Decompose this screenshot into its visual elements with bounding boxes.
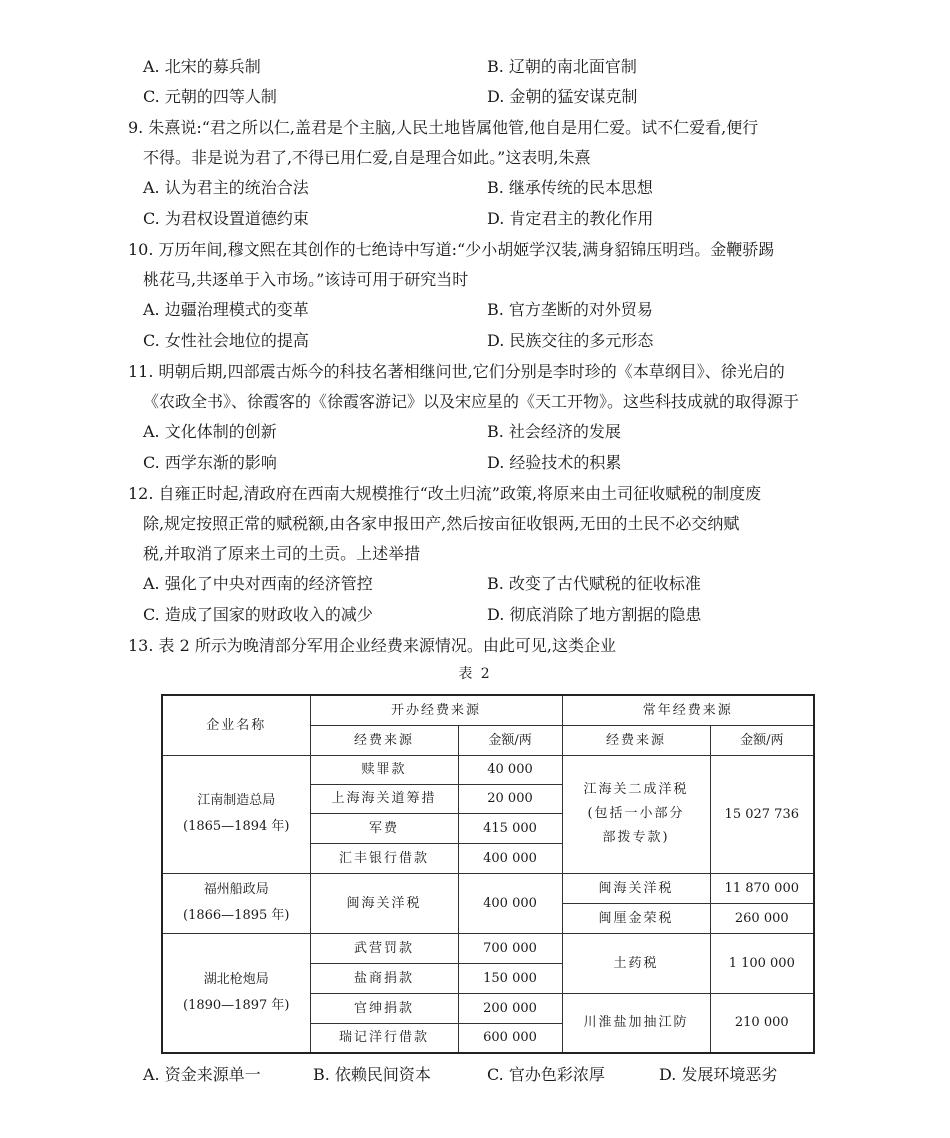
q12-stem-line1: 12. 自雍正时起,清政府在西南大规模推行“改土归流”政策,将原来由土司征收赋税的制度废 bbox=[128, 484, 762, 503]
table-row-source: 汇丰银行借款 bbox=[310, 843, 458, 873]
q11-stem-line2: 《农政全书》、徐霞客的《徐霞客游记》以及宋应星的《天工开物》。这些科技成就的取得源于 bbox=[143, 392, 800, 411]
q12-stem-line2: 除,规定按照正常的赋税额,由各家申报田产,然后按亩征收银两,无田的土民不必交纳赋 bbox=[143, 514, 740, 533]
enterprise-jiangnan-name: 江南制造总局 bbox=[197, 793, 276, 808]
header-annual-amount: 金额/两 bbox=[710, 725, 814, 755]
q11-option-d: D. 经验技术的积累 bbox=[487, 453, 622, 472]
enterprise-jiangnan-years: (1865—1894 年) bbox=[183, 819, 290, 834]
q8-option-b: B. 辽朝的南北面官制 bbox=[487, 57, 637, 76]
table-row-source: 瑞记洋行借款 bbox=[310, 1023, 458, 1053]
table-row-amount: 210 000 bbox=[710, 993, 814, 1053]
q10-stem-line2: 桃花马,共逐单于入市场。”该诗可用于研究当时 bbox=[143, 270, 469, 289]
table-row-amount: 400 000 bbox=[458, 843, 562, 873]
q10-option-c: C. 女性社会地位的提高 bbox=[143, 331, 309, 350]
header-enterprise-name: 企业名称 bbox=[162, 695, 310, 755]
table-row-amount: 415 000 bbox=[458, 813, 562, 843]
jiangnan-annual-source-line1: 江海关二成洋税 bbox=[583, 782, 689, 797]
header-opening-funds: 开办经费来源 bbox=[310, 695, 562, 725]
table-row-source: 军费 bbox=[310, 813, 458, 843]
q13-option-b: B. 依赖民间资本 bbox=[313, 1065, 431, 1084]
q9-option-b: B. 继承传统的民本思想 bbox=[487, 178, 653, 197]
q9-stem-line1: 9. 朱熹说:“君之所以仁,盖君是个主脑,人民土地皆属他管,他自是用仁爱。试不仁爱看,便行 bbox=[128, 118, 759, 137]
fuzhou-open-source: 闽海关洋税 bbox=[310, 873, 458, 933]
table-row-amount: 200 000 bbox=[458, 993, 562, 1023]
table-row-source: 武营罚款 bbox=[310, 933, 458, 963]
jiangnan-annual-source bbox=[562, 755, 710, 873]
table-row-source: 土药税 bbox=[562, 933, 710, 993]
q12-stem-line3: 税,并取消了原来土司的土贡。上述举措 bbox=[143, 544, 421, 563]
table-row-source: 盐商捐款 bbox=[310, 963, 458, 993]
table-row-amount: 260 000 bbox=[710, 903, 814, 933]
q9-option-c: C. 为君权设置道德约束 bbox=[143, 209, 309, 228]
header-annual-funds: 常年经费来源 bbox=[562, 695, 814, 725]
table-row-amount: 11 870 000 bbox=[710, 873, 814, 903]
enterprise-fuzhou-name: 福州船政局 bbox=[203, 882, 269, 897]
enterprise-hubei-name: 湖北枪炮局 bbox=[203, 971, 269, 987]
q13-option-a: A. 资金来源单一 bbox=[143, 1065, 261, 1084]
fuzhou-open-amount: 400 000 bbox=[458, 873, 562, 933]
table-row-amount: 20 000 bbox=[458, 784, 562, 813]
table-row-amount: 600 000 bbox=[458, 1023, 562, 1053]
q13-option-d: D. 发展环境恶劣 bbox=[659, 1065, 778, 1084]
jiangnan-annual-source-line3: 部拨专款) bbox=[602, 830, 670, 845]
q13-option-c: C. 官办色彩浓厚 bbox=[487, 1065, 605, 1084]
header-open-source: 经费来源 bbox=[310, 725, 458, 755]
q9-option-d: D. 肯定君主的教化作用 bbox=[487, 209, 654, 228]
table-row-source: 川淮盐加抽江防 bbox=[562, 993, 710, 1053]
q12-option-a: A. 强化了中央对西南的经济管控 bbox=[143, 574, 373, 593]
enterprise-hubei-years: (1890—1897 年) bbox=[183, 997, 290, 1013]
funding-table bbox=[161, 694, 815, 1054]
q11-stem-line1: 11. 明朝后期,四部震古烁今的科技名著相继问世,它们分别是李时珍的《本草纲目》、徐光启的 bbox=[128, 362, 785, 381]
q9-option-a: A. 认为君主的统治合法 bbox=[143, 178, 309, 197]
table-row-source: 官绅捐款 bbox=[310, 993, 458, 1023]
header-open-amount: 金额/两 bbox=[458, 725, 562, 755]
enterprise-fuzhou bbox=[162, 873, 310, 933]
q10-option-a: A. 边疆治理模式的变革 bbox=[143, 300, 309, 319]
q11-option-a: A. 文化体制的创新 bbox=[143, 422, 277, 441]
table-row-amount: 700 000 bbox=[458, 933, 562, 963]
q12-option-c: C. 造成了国家的财政收入的减少 bbox=[143, 605, 373, 624]
q11-option-b: B. 社会经济的发展 bbox=[487, 422, 621, 441]
jiangnan-annual-amount: 15 027 736 bbox=[710, 755, 814, 873]
q12-option-b: B. 改变了古代赋税的征收标准 bbox=[487, 574, 701, 593]
enterprise-jiangnan bbox=[162, 755, 310, 873]
q13-stem-line1: 13. 表 2 所示为晚清部分军用企业经费来源情况。由此可见,这类企业 bbox=[128, 636, 616, 655]
enterprise-hubei bbox=[162, 933, 310, 1053]
table-row-amount: 40 000 bbox=[458, 755, 562, 784]
table-row-amount: 1 100 000 bbox=[710, 933, 814, 993]
q12-option-d: D. 彻底消除了地方割据的隐患 bbox=[487, 605, 702, 624]
q8-option-c: C. 元朝的四等人制 bbox=[143, 87, 277, 106]
header-annual-source: 经费来源 bbox=[562, 725, 710, 755]
table-row-source: 上海海关道筹措 bbox=[310, 784, 458, 813]
q9-stem-line2: 不得。非是说为君了,不得已用仁爱,自是理合如此。”这表明,朱熹 bbox=[143, 148, 591, 167]
table-row-amount: 150 000 bbox=[458, 963, 562, 993]
q10-stem-line1: 10. 万历年间,穆文熙在其创作的七绝诗中写道:“少小胡姬学汉装,满身貂锦压明珰。金鞭骄踢 bbox=[128, 240, 775, 259]
table-row-source: 闽海关洋税 bbox=[562, 873, 710, 903]
table-caption: 表 2 bbox=[458, 666, 492, 682]
q10-option-b: B. 官方垄断的对外贸易 bbox=[487, 300, 653, 319]
table-row-source: 赎罪款 bbox=[310, 755, 458, 784]
q8-option-d: D. 金朝的猛安谋克制 bbox=[487, 87, 638, 106]
q11-option-c: C. 西学东渐的影响 bbox=[143, 453, 277, 472]
table-row-source: 闽厘金荣税 bbox=[562, 903, 710, 933]
enterprise-fuzhou-years: (1866—1895 年) bbox=[183, 908, 290, 923]
q8-option-a: A. 北宋的募兵制 bbox=[143, 57, 261, 76]
q10-option-d: D. 民族交往的多元形态 bbox=[487, 331, 654, 350]
jiangnan-annual-source-line2: (包括一小部分 bbox=[587, 806, 685, 821]
